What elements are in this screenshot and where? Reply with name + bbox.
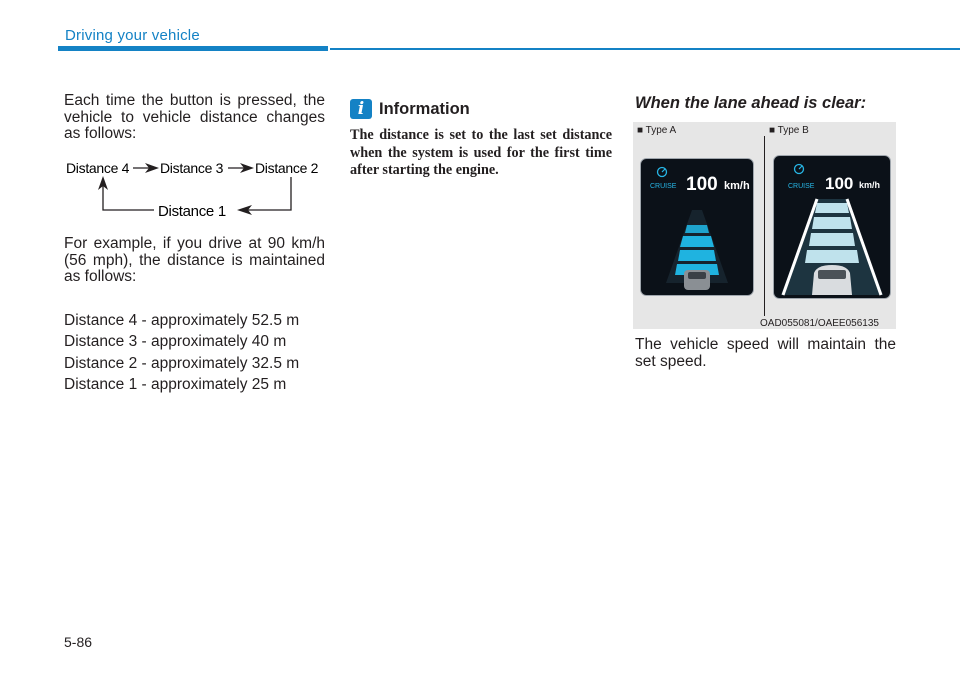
cruise-badge: CRUISE (788, 183, 815, 190)
distance-item: Distance 3 - approximately 40 m (64, 333, 287, 350)
set-speed-value: 100 (825, 174, 854, 193)
speed-unit: km/h (859, 180, 881, 190)
set-speed-value: 100 (686, 174, 718, 195)
header-rule-thin (330, 48, 960, 50)
arrow-left-icon (237, 177, 291, 215)
car-icon (812, 265, 852, 295)
header-rule-thick (58, 46, 328, 51)
figure-divider (764, 136, 765, 316)
figure-code: OAD055081/OAEE056135 (760, 318, 879, 329)
distance-item: Distance 1 - approximately 25 m (64, 376, 287, 393)
cruise-badge: CRUISE (650, 183, 677, 190)
car-icon (684, 270, 710, 290)
diagram-label-distance-4: Distance 4 (66, 160, 130, 176)
example-paragraph: For example, if you drive at 90 km/h (56 mph), the distance is maintained as follows: (64, 235, 325, 285)
distance-item: Distance 2 - approximately 32.5 m (64, 355, 300, 372)
diagram-label-distance-2: Distance 2 (255, 160, 319, 176)
diagram-label-distance-3: Distance 3 (160, 160, 224, 176)
info-icon: i (350, 99, 372, 119)
diagram-label-distance-1: Distance 1 (158, 203, 226, 220)
type-a-label: ■ Type A (637, 125, 677, 136)
cluster-display-type-a (640, 158, 754, 296)
lane-clear-heading: When the lane ahead is clear: (635, 94, 867, 112)
section-title: Driving your vehicle (65, 27, 200, 44)
arrow-right-icon (228, 163, 254, 173)
cluster-figure (633, 122, 896, 329)
distance-cycle-diagram (60, 155, 335, 225)
speed-unit: km/h (724, 180, 750, 192)
cluster-display-type-b (773, 155, 891, 299)
info-text: The distance is set to the last set distance when the system is used for the first time after starting the engine. (350, 127, 612, 178)
arrow-right-icon (133, 163, 159, 173)
page-number: 5-86 (64, 634, 93, 650)
intro-paragraph: Each time the button is pressed, the vehicle to vehicle distance changes as follows: (64, 92, 325, 142)
arrow-up-icon (98, 176, 154, 210)
caption-paragraph: The vehicle speed will maintain the set speed. (635, 336, 896, 370)
info-title: Information (379, 100, 470, 118)
type-b-label: ■ Type B (769, 125, 809, 136)
distance-item: Distance 4 - approximately 52.5 m (64, 312, 300, 329)
